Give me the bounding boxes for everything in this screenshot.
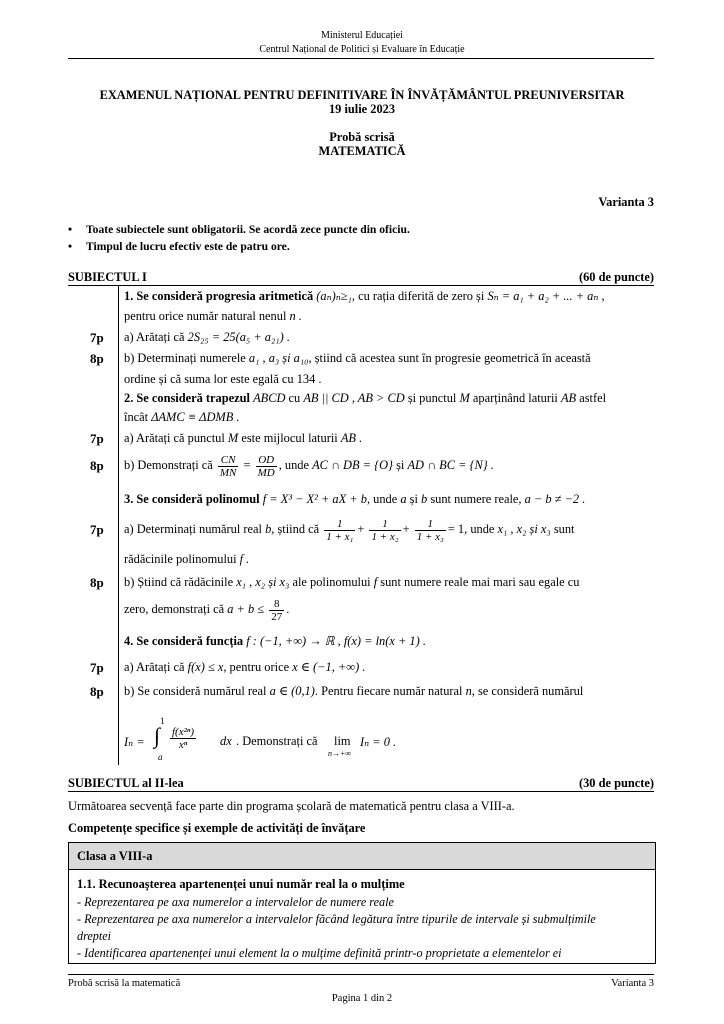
table-item-1: - Reprezentarea pe axa numerelor a intervalelor de numere reale: [77, 895, 394, 909]
table-header: Clasa a VIII-a: [69, 843, 655, 870]
instruction-2: • Timpul de lucru efectiv este de patru ore.: [68, 240, 290, 253]
q3b-text-line2: zero, demonstrați că a + b ≤ $\frac{8}{27}$ .: [124, 597, 290, 623]
integral-upper: 1: [160, 716, 165, 726]
q4-statement: 4. Se consideră funcția f : (−1, +∞) → ℝ , f(x) = ln(x + 1) .: [124, 634, 426, 648]
q1-statement: 1. Se consideră progresia aritmetică (aₙ)ₙ≥₁, cu rația diferită de zero și Sₙ = a₁ + a₂ + ... + aₙ ,: [124, 289, 605, 303]
q1b-points: 8p: [90, 351, 104, 366]
q1b-text-line2: ordine și că suma lor este egală cu 134 .: [124, 372, 322, 386]
table-section-title: 1.1. Recunoașterea apartenenței unui număr real la o mulțime: [77, 877, 405, 891]
q3a-points: 7p: [90, 522, 104, 537]
test-type: Probă scrisă: [329, 130, 395, 144]
table-item-3: - Identificarea apartenenței unui element la o mulțime definită printr-o proprietate a elementelor ei: [77, 946, 562, 960]
competence-table: [68, 842, 656, 964]
q3b-text: b) Știind că rădăcinile x₁ , x₂ și x₃ ale polinomului f sunt numere reale mai mari sau egale cu: [124, 575, 580, 589]
competence-title: Competențe specifice și exemple de activități de învățare: [68, 821, 366, 835]
q2-statement-line2: încât ΔAMC ≡ ΔDMB .: [124, 410, 240, 424]
q2b-text: b) Demonstrați că $\frac{CN}{MN}$ = $\frac{OD}{MD}$ , unde AC ∩ DB = {O} și AD ∩ BC = {N} .: [124, 453, 494, 479]
q2-statement: 2. Se consideră trapezul ABCD cu AB || CD , AB > CD și punctul M aparținând laturii AB astfel: [124, 391, 607, 405]
center-name: Centrul Național de Politici și Evaluare în Educație: [259, 44, 465, 55]
exam-title: EXAMENUL NAȚIONAL PENTRU DEFINITIVARE ÎN ÎNVĂȚĂMÂNTUL PREUNIVERSITAR: [99, 88, 625, 102]
q4b-points: 8p: [90, 684, 104, 699]
footer-rule: [68, 974, 654, 975]
footer-left: Probă scrisă la matematică: [68, 978, 181, 989]
footer-right: Varianta 3: [611, 978, 654, 989]
q3b-points: 8p: [90, 575, 104, 590]
q3a-text: a) Determinați numărul real b, știind că $\frac{1}{\text{1 + x₁}}$ + $\frac{1}{\text{1 + x₂}}$ + $\frac{1}{\text{1 + x₃}}$ = 1, unde x₁ , x₂ și x₃ sunt: [124, 517, 575, 543]
q2a-text: a) Arătați că punctul M este mijlocul laturii AB .: [124, 431, 363, 445]
header-divider: [68, 58, 654, 59]
variant-label: Varianta 3: [598, 195, 654, 209]
q1b-text: b) Determinați numerele a₁ , a₃ și a₁₀, știind că acestea sunt în progresie geometrică în această: [124, 351, 591, 365]
integral-dx: dx: [220, 734, 232, 748]
q1a-points: 7p: [90, 330, 104, 345]
ministry-name: Ministerul Educației: [321, 30, 403, 41]
q4b-integral: [124, 716, 424, 766]
q3-statement: 3. Se consideră polinomul f = X³ − X² + aX + b, unde a și b sunt numere reale, a − b ≠ −2 .: [124, 492, 586, 506]
q2b-fraction-2: $\frac{OD}{MD}$: [257, 453, 275, 479]
subject1-title: SUBIECTUL I: [68, 270, 147, 284]
subject1-rule: [68, 285, 654, 286]
q4a-text: a) Arătați că f(x) ≤ x, pentru orice x ∈ (−1, +∞) .: [124, 660, 366, 674]
q1-statement-line2: pentru orice număr natural nenul n .: [124, 309, 302, 323]
page-number: Pagina 1 din 2: [331, 993, 393, 1004]
subject-name: MATEMATICĂ: [318, 144, 406, 158]
subject1-points: (60 de puncte): [578, 270, 654, 284]
q3a-fraction-3: $\frac{1}{\text{1 + x₃}}$: [416, 517, 444, 543]
integral-lhs: Iₙ =: [124, 735, 145, 749]
q3b-fraction: $\frac{8}{27}$: [271, 597, 283, 623]
q3a-text-line2: rădăcinile polinomului f .: [124, 552, 250, 566]
q2b-points: 8p: [90, 458, 104, 473]
subject2-intro: Următoarea secvență face parte din programa școlară de matematică pentru clasa a VIII-a.: [68, 799, 515, 813]
q2a-points: 7p: [90, 431, 104, 446]
q3a-fraction-1: $\frac{1}{\text{1 + x₁}}$: [326, 517, 354, 543]
points-column-divider: [118, 285, 119, 765]
subject2-rule: [68, 791, 654, 792]
integral-sign: ∫: [154, 723, 161, 748]
table-item-2-cont: dreptei: [77, 929, 112, 943]
q4b-text: b) Se consideră numărul real a ∈ (0,1). Pentru fiecare număr natural n, se consideră numărul: [124, 684, 584, 698]
q4a-points: 7p: [90, 660, 104, 675]
integral-lower: a: [158, 752, 163, 762]
q1a-text: a) Arătați că 2S₂₅ = 25(a₅ + a₂₁) .: [124, 330, 290, 344]
limit-result: Iₙ = 0 .: [360, 735, 397, 749]
limit-operator: lim: [334, 734, 351, 748]
subject2-points: (30 de puncte): [578, 776, 654, 790]
instruction-1: • Toate subiectele sunt obligatorii. Se acordă zece puncte din oficiu.: [68, 223, 410, 236]
q3a-fraction-2: $\frac{1}{\text{1 + x₂}}$: [371, 517, 399, 543]
subject2-title: SUBIECTUL al II-lea: [68, 776, 184, 790]
limit-subscript: n→+∞: [328, 749, 352, 758]
integral-fraction: $\frac{\text{f(x²ⁿ)}}{\text{xⁿ}}$: [172, 726, 195, 751]
integral-instruction: . Demonstrați că: [236, 734, 318, 748]
exam-date: 19 iulie 2023: [328, 102, 396, 116]
q2b-fraction-1: $\frac{CN}{MN}$: [219, 453, 237, 479]
table-item-2: - Reprezentarea pe axa numerelor a intervalelor făcând legătura între tipurile de intervale și submulțimile: [77, 912, 596, 926]
